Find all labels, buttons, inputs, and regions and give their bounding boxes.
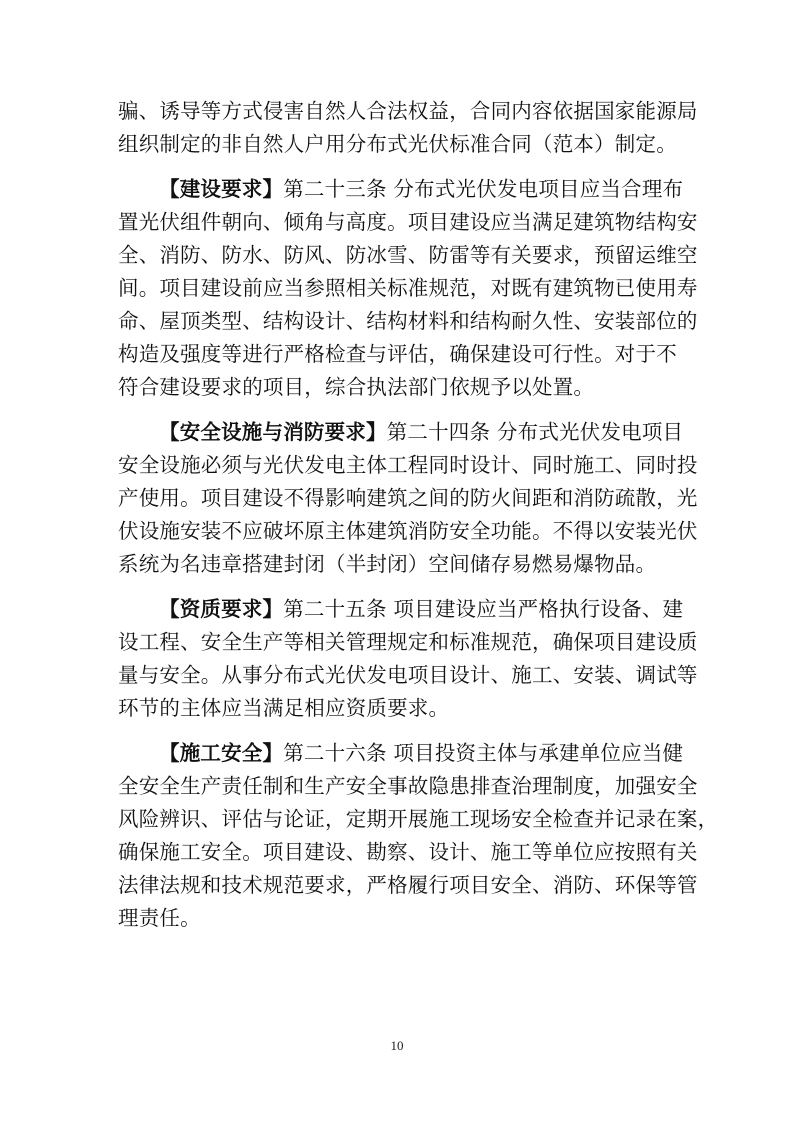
text-line: 第二十三条 分布式光伏发电项目应当合理布	[283, 177, 684, 201]
text-line: 伏设施安装不应破坏原主体建筑消防安全功能。不得以安装光伏	[118, 519, 698, 543]
paragraph-article-25	[118, 593, 698, 725]
text-line: 符合建设要求的项目，综合执法部门依规予以处置。	[118, 375, 595, 399]
text-line: 全安全生产责任制和生产安全事故隐患排查治理制度，加强安全	[118, 774, 698, 798]
text-line: 间。项目建设前应当参照相关标准规范，对既有建筑物已使用寿	[118, 276, 698, 300]
text-line-first	[118, 173, 684, 206]
text-line: 第二十四条 分布式光伏发电项目	[386, 420, 684, 444]
text-line: 法律法规和技术规范要求，严格履行项目安全、消防、环保等管	[118, 873, 698, 897]
text-line-first	[118, 593, 684, 626]
document-body	[118, 95, 719, 947]
text-line: 全、消防、防水、防风、防冰雪、防雷等有关要求，预留运维空	[118, 243, 698, 267]
text-line: 安全设施必须与光伏发电主体工程同时设计、同时施工、同时投	[118, 453, 698, 477]
page-number: 10	[390, 1038, 404, 1053]
text-line: 风险辨识、评估与论证，定期开展施工现场安全检查并记录在案，	[118, 807, 719, 831]
text-line: 构造及强度等进行严格检查与评估，确保建设可行性。对于不	[118, 342, 677, 366]
paragraph-article-23	[118, 173, 698, 404]
text-line-first	[118, 737, 684, 770]
section-heading-construction-requirements: 【建设要求】	[159, 177, 284, 201]
text-line: 置光伏组件朝向、倾角与高度。项目建设应当满足建筑物结构安	[118, 210, 698, 234]
text-line-first	[118, 416, 684, 449]
text-line: 系统为名违章搭建封闭（半封闭）空间储存易燃易爆物品。	[118, 552, 657, 576]
paragraph-article-24	[118, 416, 698, 581]
text-line: 骗、诱导等方式侵害自然人合法权益，合同内容依据国家能源局	[118, 99, 698, 123]
text-line: 量与安全。从事分布式光伏发电项目设计、施工、安装、调试等	[118, 663, 698, 687]
text-line: 第二十六条 项目投资主体与承建单位应当健	[283, 741, 684, 765]
text-line: 理责任。	[118, 906, 201, 930]
text-line: 设工程、安全生产等相关管理规定和标准规范，确保项目建设质	[118, 630, 698, 654]
text-line: 组织制定的非自然人户用分布式光伏标准合同（范本）制定。	[118, 132, 677, 156]
text-line: 确保施工安全。项目建设、勘察、设计、施工等单位应按照有关	[118, 840, 698, 864]
section-heading-qualification-requirements: 【资质要求】	[159, 597, 284, 621]
text-line: 环节的主体应当满足相应资质要求。	[118, 696, 450, 720]
text-line: 产使用。项目建设不得影响建筑之间的防火间距和消防疏散，光	[118, 486, 698, 510]
paragraph-continuation	[118, 95, 698, 161]
section-heading-safety-fire-requirements: 【安全设施与消防要求】	[159, 420, 387, 444]
text-line: 第二十五条 项目建设应当严格执行设备、建	[283, 597, 684, 621]
section-heading-construction-safety: 【施工安全】	[159, 741, 284, 765]
text-line: 命、屋顶类型、结构设计、结构材料和结构耐久性、安装部位的	[118, 309, 698, 333]
paragraph-article-26	[118, 737, 719, 935]
